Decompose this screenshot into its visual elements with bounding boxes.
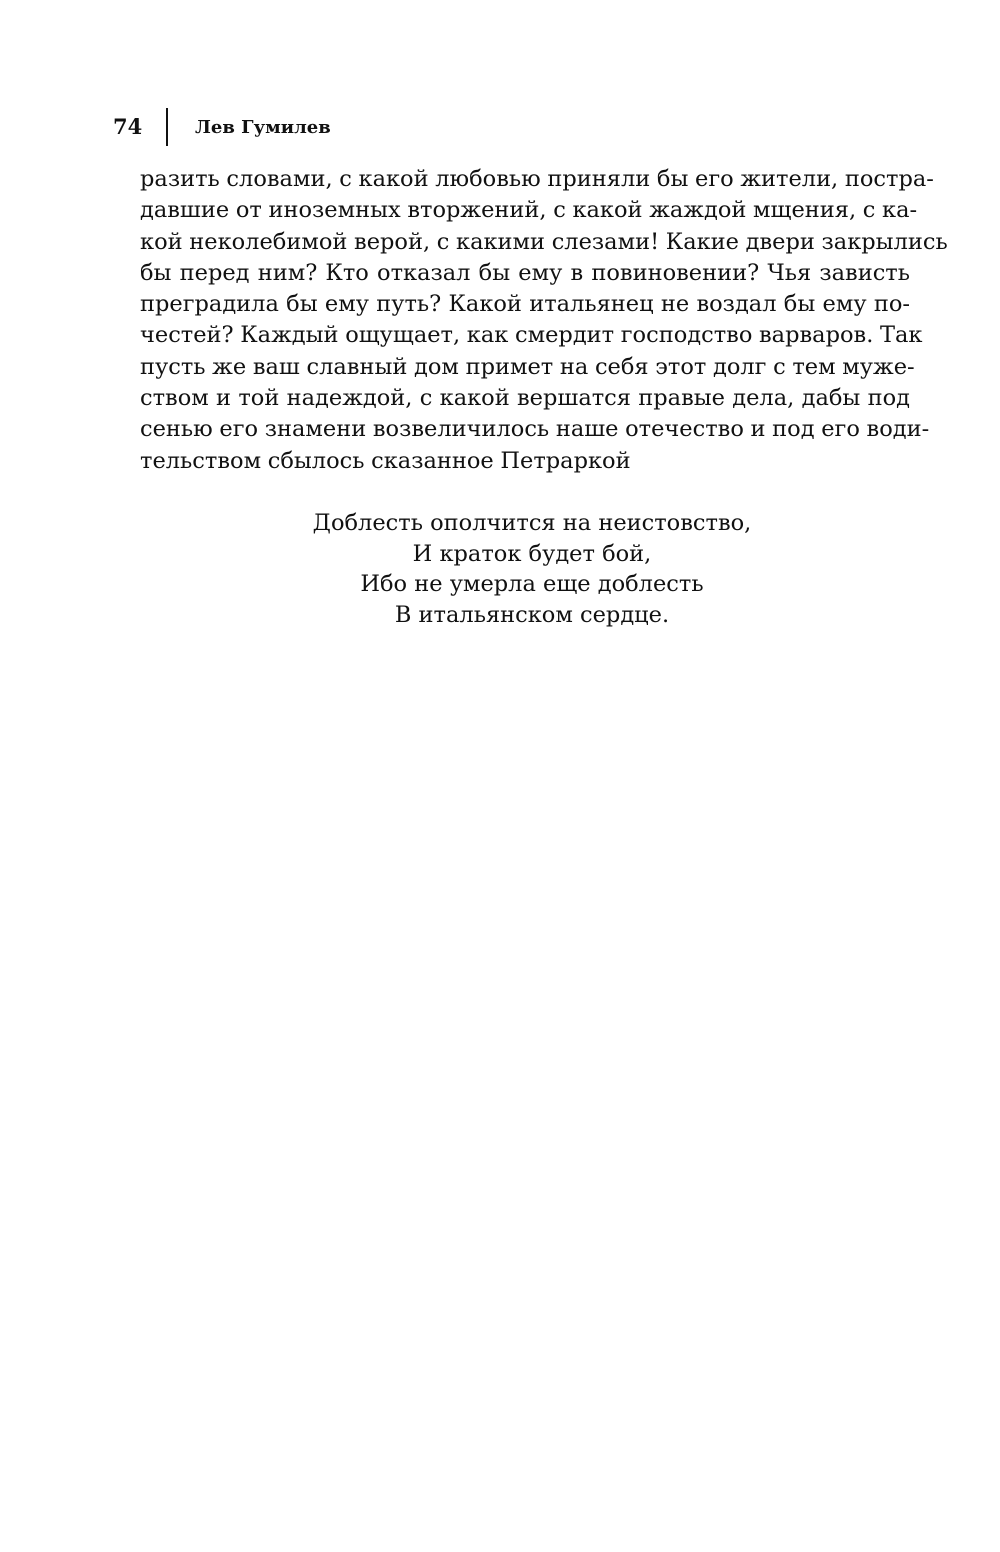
- paragraph-line: пусть же ваш славный дом примет на себя этот долг с тем муже-: [140, 353, 915, 380]
- paragraph-line: честей? Каждый ощущает, как смердит господство варваров. Так: [140, 322, 923, 349]
- verse-line: Доблесть ополчится на неистовство,: [312, 510, 752, 536]
- paragraph-line: тельством сбылось сказанное Петраркой: [140, 447, 631, 474]
- body-paragraph: [140, 164, 948, 477]
- page-number: 74: [113, 114, 143, 139]
- paragraph-line: преградила бы ему путь? Какой итальянец не воздал бы ему по-: [140, 291, 910, 318]
- header-divider: [166, 108, 168, 146]
- verse-line: Ибо не умерла еще доблесть: [360, 571, 704, 597]
- verse-quote: [140, 508, 924, 630]
- author-name: Лев Гумилев: [195, 117, 331, 138]
- paragraph-line: давшие от иноземных вторжений, с какой жаждой мщения, с ка-: [140, 197, 918, 224]
- paragraph-line: кой неколебимой верой, с какими слезами! Какие двери закрылись: [140, 228, 948, 255]
- paragraph-line: разить словами, с какой любовью приняли бы его жители, постра-: [140, 166, 934, 192]
- paragraph-line: ством и той надеждой, с какой вершатся правые дела, дабы под: [140, 385, 910, 412]
- paragraph-line: бы перед ним? Кто отказал бы ему в повиновении? Чья зависть: [140, 259, 910, 286]
- verse-line: И краток будет бой,: [412, 540, 652, 567]
- paragraph-line: сенью его знамени возвеличилось наше отечество и под его води-: [140, 416, 930, 443]
- running-head: [113, 108, 513, 148]
- verse-line: В итальянском сердце.: [394, 601, 670, 628]
